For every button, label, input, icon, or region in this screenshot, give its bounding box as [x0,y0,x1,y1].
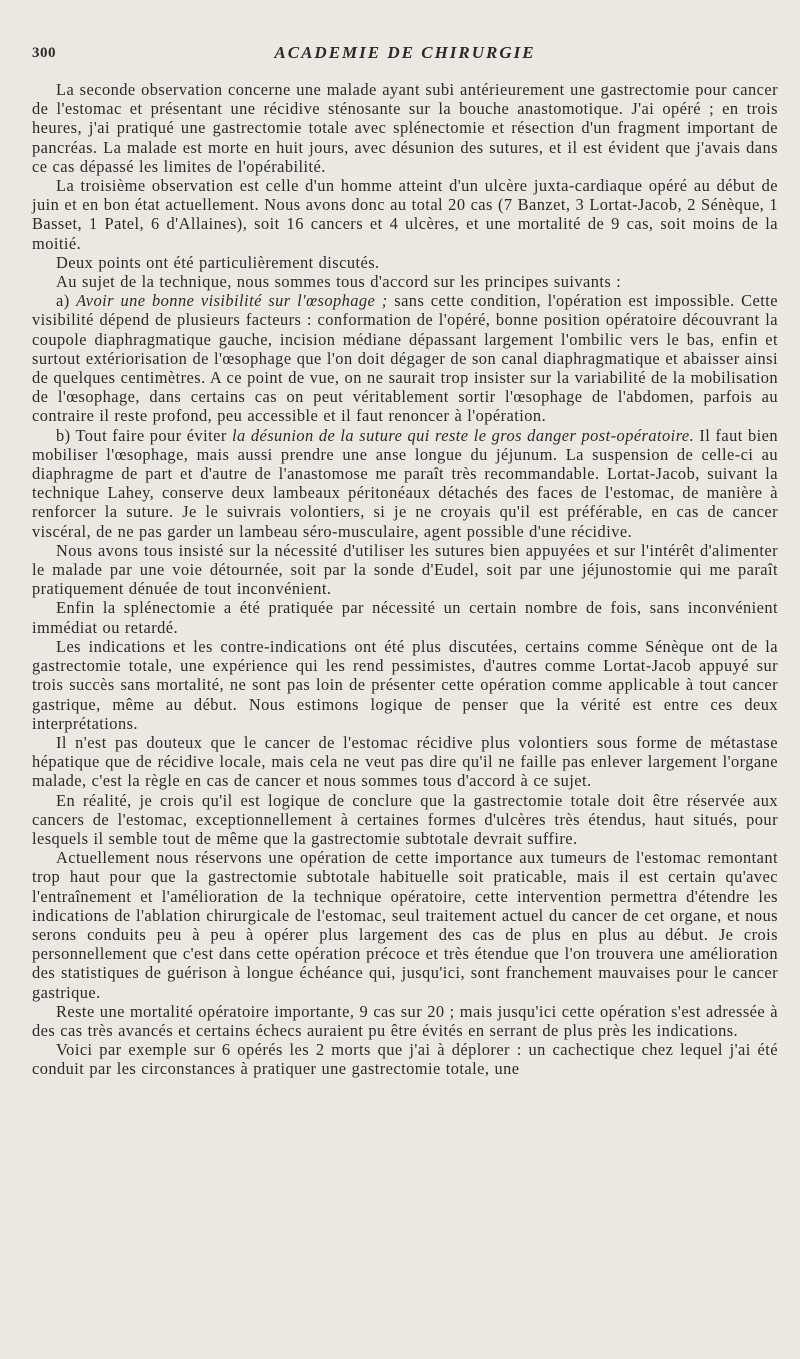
paragraph: Les indications et les contre-indications ont été plus discutées, certains comme Sénèque ont de la gastrectomie totale, une expérience qui les rend pessimistes, d'autres comme Lortat-Jacob appuyé sur trois succès sans mortalité, ne sont pas loin de présenter cette opération comme applicable à tout cancer gastrique, même au début. Nous estimons logique de penser que la vérité est entre ces deux interprétations. [32,636,778,733]
paragraph: Actuellement nous réservons une opération de cette importance aux tumeurs de l'estomac remontant trop haut pour que la gastrectomie subtotale habituelle soit praticable, mais il est certain qu'avec l'entraînement et l'amélioration de la technique opératoire, cette intervention permettra d'étendre les indications de l'ablation chirurgicale de l'estomac, seul traitement actuel du cancer de cet organe, et nous serons conduits peu à peu à opérer plus largement des cas de plus en plus au début. Je crois personnellement que c'est dans cette opération précoce et très étendue que l'on trouvera une amélioration des statistiques de guérison à longue échéance qui, jusqu'ici, sont franchement mauvaises pour le cancer gastrique. [32,848,778,1002]
body-text [32,80,778,1079]
emphasis-text: la désunion de la suture qui reste le gros danger post-opératoire. [232,425,695,445]
paragraph: Enfin la splénectomie a été pratiquée par nécessité un certain nombre de fois, sans inconvénient immédiat ou retardé. [32,598,778,637]
paragraph: Reste une mortalité opératoire importante, 9 cas sur 20 ; mais jusqu'ici cette opération s'est adressée à des cas très avancés et certains échecs auraient pu être évités en serrant de plus près les indications. [32,1001,778,1040]
emphasis-text: Avoir une bonne visibilité sur l'œsophage ; [76,291,388,311]
paragraph: Nous avons tous insisté sur la nécessité d'utiliser les sutures bien appuyées et sur l'intérêt d'alimenter le malade par une voie détournée, soit par la sonde d'Eudel, soit par une jéjunostomie qui me paraît pratiquement dénuée de tout inconvénient. [32,540,778,599]
paragraph: Au sujet de la technique, nous sommes tous d'accord sur les principes suivants : [56,272,622,292]
paragraph: En réalité, je crois qu'il est logique de conclure que la gastrectomie totale doit être réservée aux cancers de l'estomac, exceptionnellement à certaines formes d'ulcères très étendus, haut situés, pour lesquels il semble tout de même que la gastrectomie subtotale devrait suffire. [32,790,778,848]
paragraph: La troisième observation est celle d'un homme atteint d'un ulcère juxta-cardiaque opéré au début de juin et en bon état actuellement. Nous avons donc au total 20 cas (7 Banzet, 3 Lortat-Jacob, 2 Sénèque, 1 Basset, 1 Patel, 6 d'Allaines), soit 16 cancers et 4 ulcères, et une mortalité de 9 cas, soit moins de la moitié. [32,176,778,253]
page-header [32,40,778,62]
paragraph: b) Tout faire pour éviter la désunion de la suture qui reste le gros danger post-opératoire. Il faut bien mobiliser l'œsophage, mais aussi prendre une anse longue du jéjunum. La suspension de celle-ci au diaphragme de part et d'autre de l'anastomose me paraît très recommandable. Lortat-Jacob, suivant la technique Lahey, conserve deux lambeaux péritonéaux détachés des faces de l'estomac, de manière à renforcer la suture. Je le suivrais volontiers, si je ne croyais qu'il est préférable, en cas de cancer viscéral, de ne pas garder un lambeau séro-musculaire, agent possible d'une récidive. [32,425,779,541]
paragraph: Deux points ont été particulièrement discutés. [56,252,380,272]
paragraph: a) Avoir une bonne visibilité sur l'œsophage ; sans cette condition, l'opération est impossible. Cette visibilité dépend de plusieurs facteurs : conformation de l'opéré, bonne position opératoire découvrant la coupole diaphragmatique gauche, incision médiane dépassant largement l'ombilic vers le bas, enfin et surtout extériorisation de l'œsophage que l'on doit dégager de son canal diaphragmatique et abaisser ainsi de quelques centimètres. A ce point de vue, on ne saurait trop insister sur la variabilité de la mobilisation de l'œsophage, dans certains cas on peut véritablement sortir l'œsophage de l'abdomen, parfois au contraire il reste profond, peu accessible et il faut renoncer à l'opération. [32,291,778,426]
running-title: ACADEMIE DE CHIRURGIE [274,43,536,62]
page-number: 300 [32,45,56,61]
paragraph: Voici par exemple sur 6 opérés les 2 morts que j'ai à déplorer : un cachectique chez lequel j'ai été conduit par les circonstances à pratiquer une gastrectomie totale, une [32,1040,778,1079]
paragraph: La seconde observation concerne une malade ayant subi antérieurement une gastrectomie pour cancer de l'estomac et présentant une récidive sténosante sur la bouche anastomotique. J'ai opéré ; en trois heures, j'ai pratiqué une gastrectomie totale avec splénectomie et résection d'un fragment important de pancréas. La malade est morte en huit jours, avec désunion des sutures, et il est évident que j'avais dans ce cas dépassé les limites de l'opérabilité. [32,80,778,176]
paragraph: Il n'est pas douteux que le cancer de l'estomac récidive plus volontiers sous forme de métastase hépatique que de récidive locale, mais cela ne veut pas dire qu'il ne faille pas enlever largement l'organe malade, c'est la règle en cas de cancer et nous sommes tous d'accord à ce sujet. [32,732,778,791]
